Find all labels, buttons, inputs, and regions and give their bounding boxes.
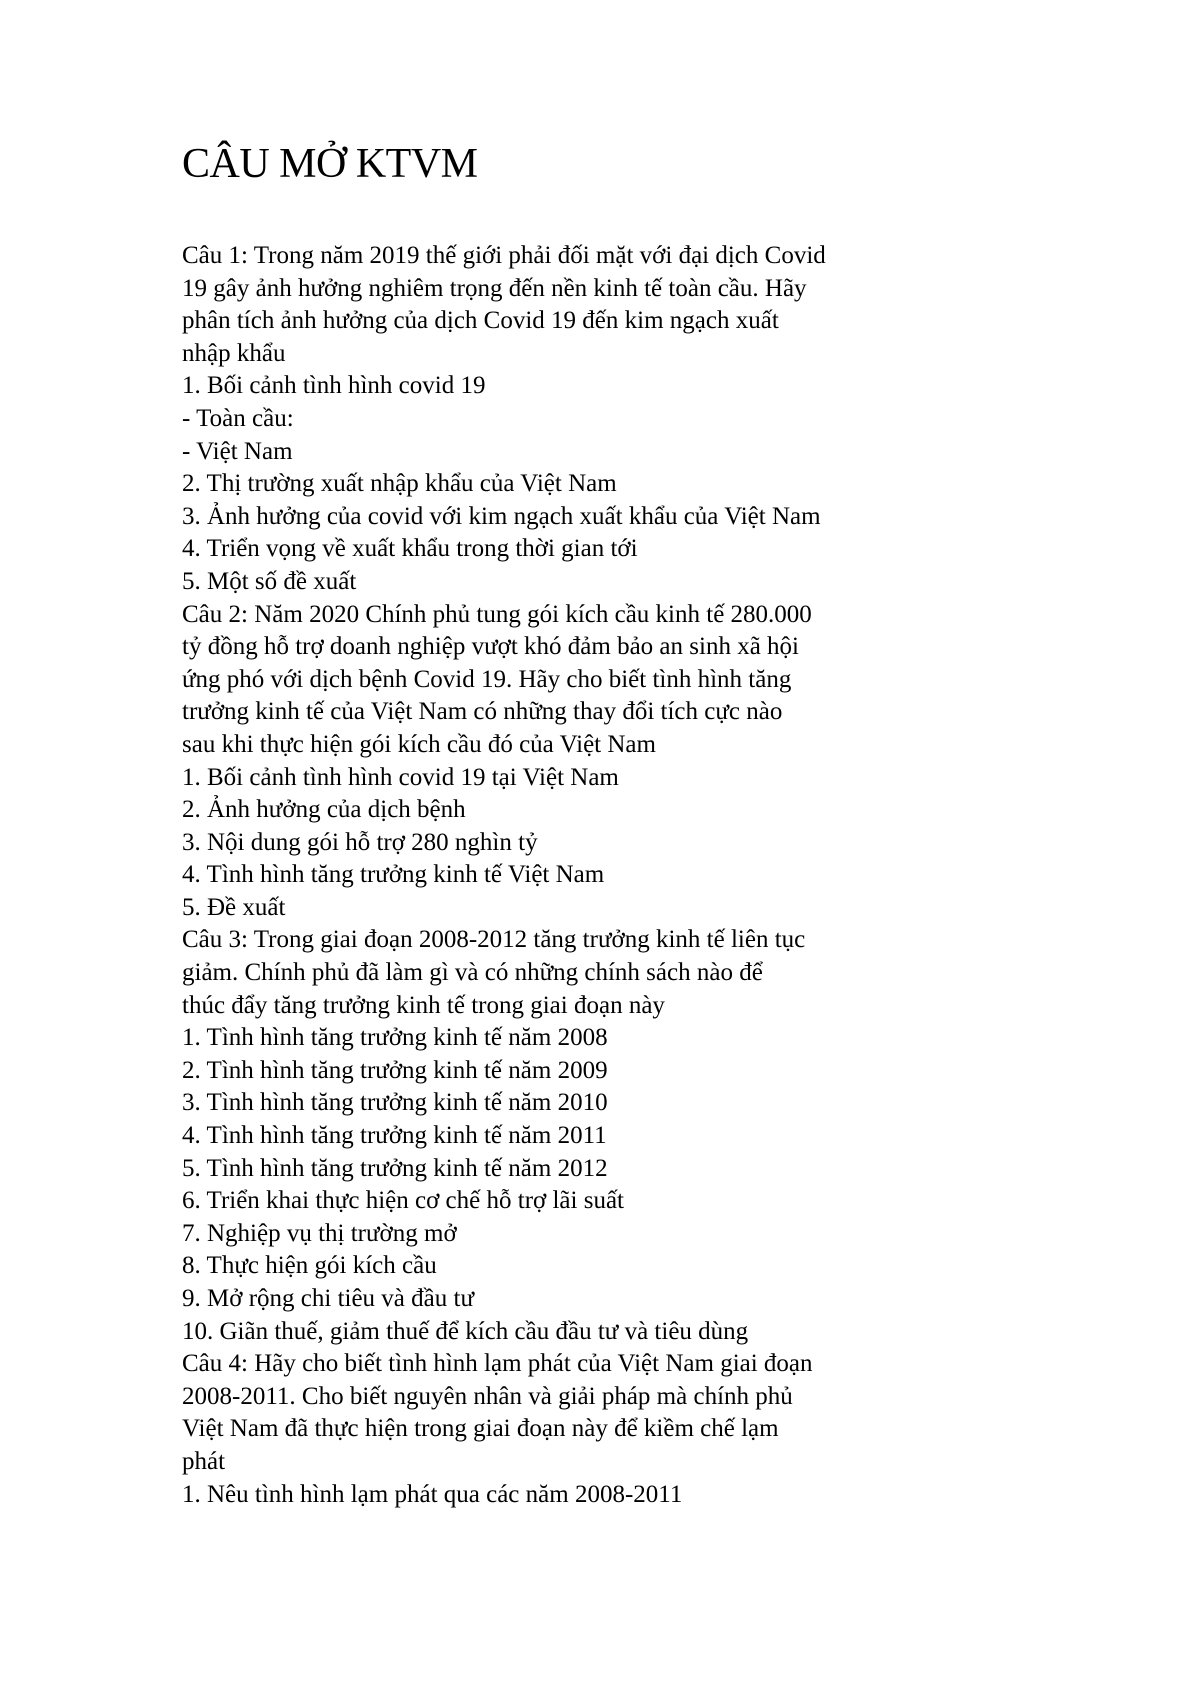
text-line: sau khi thực hiện gói kích cầu đó của Việt Nam: [182, 730, 656, 758]
text-line: 9. Mở rộng chi tiêu và đầu tư: [182, 1285, 474, 1312]
text-line: 4. Tình hình tăng trưởng kinh tế năm 2011: [182, 1122, 607, 1150]
document-text: [182, 240, 942, 1511]
text-line: trưởng kinh tế của Việt Nam có những thay đổi tích cực nào: [182, 698, 783, 726]
text-line: 8. Thực hiện gói kích cầu: [182, 1252, 437, 1280]
text-line: 5. Đề xuất: [182, 893, 286, 921]
text-line: 19 gây ảnh hưởng nghiêm trọng đến nền kinh tế toàn cầu. Hãy: [182, 274, 807, 302]
text-line: 2. Tình hình tăng trưởng kinh tế năm 2009: [182, 1056, 608, 1084]
text-line: Câu 4: Hãy cho biết tình hình lạm phát của Việt Nam giai đoạn: [182, 1350, 813, 1378]
text-line: 4. Tình hình tăng trưởng kinh tế Việt Nam: [182, 861, 605, 889]
text-line: phát: [182, 1447, 226, 1475]
text-line: 1. Bối cảnh tình hình covid 19 tại Việt Nam: [182, 763, 619, 791]
text-line: - Việt Nam: [182, 437, 293, 465]
text-line: 3. Ảnh hưởng của covid với kim ngạch xuất khẩu của Việt Nam: [182, 502, 821, 530]
text-line: 5. Tình hình tăng trưởng kinh tế năm 2012: [182, 1154, 608, 1182]
document-body: [182, 140, 942, 1511]
text-line: Câu 2: Năm 2020 Chính phủ tung gói kích cầu kinh tế 280.000: [182, 600, 812, 628]
text-line: nhập khẩu: [182, 339, 286, 367]
text-line: 4. Triển vọng về xuất khẩu trong thời gian tới: [182, 535, 638, 563]
text-line: Việt Nam đã thực hiện trong giai đoạn này để kiềm chế lạm: [182, 1415, 779, 1443]
text-line: 5. Một số đề xuất: [182, 567, 357, 595]
text-line: 3. Nội dung gói hỗ trợ 280 nghìn tỷ: [182, 828, 538, 856]
text-line: Câu 1: Trong năm 2019 thế giới phải đối mặt với đại dịch Covid: [182, 242, 826, 269]
text-line: 1. Tình hình tăng trưởng kinh tế năm 2008: [182, 1024, 608, 1052]
text-line: tỷ đồng hỗ trợ doanh nghiệp vượt khó đảm bảo an sinh xã hội: [182, 633, 799, 661]
text-line: Câu 3: Trong giai đoạn 2008-2012 tăng trưởng kinh tế liên tục: [182, 926, 806, 954]
text-line: 2. Ảnh hưởng của dịch bệnh: [182, 796, 466, 824]
text-line: phân tích ảnh hưởng của dịch Covid 19 đến kim ngạch xuất: [182, 307, 779, 335]
text-line: thúc đẩy tăng trưởng kinh tế trong giai đoạn này: [182, 991, 665, 1019]
text-line: 6. Triển khai thực hiện cơ chế hỗ trợ lãi suất: [182, 1187, 624, 1215]
document-title: CÂU MỞ KTVM: [182, 141, 478, 187]
text-line: 2008-2011. Cho biết nguyên nhân và giải pháp mà chính phủ: [182, 1382, 793, 1410]
text-line: - Toàn cầu:: [182, 404, 294, 432]
text-line: 1. Nêu tình hình lạm phát qua các năm 2008-2011: [182, 1480, 683, 1508]
text-line: 10. Giãn thuế, giảm thuế để kích cầu đầu tư và tiêu dùng: [182, 1317, 749, 1345]
text-line: 3. Tình hình tăng trưởng kinh tế năm 2010: [182, 1089, 608, 1117]
text-line: giảm. Chính phủ đã làm gì và có những chính sách nào để: [182, 959, 763, 987]
text-line: 7. Nghiệp vụ thị trường mở: [182, 1219, 457, 1247]
text-line: 2. Thị trường xuất nhập khẩu của Việt Nam: [182, 470, 617, 498]
text-line: ứng phó với dịch bệnh Covid 19. Hãy cho biết tình hình tăng: [182, 665, 792, 693]
text-line: 1. Bối cảnh tình hình covid 19: [182, 372, 486, 400]
